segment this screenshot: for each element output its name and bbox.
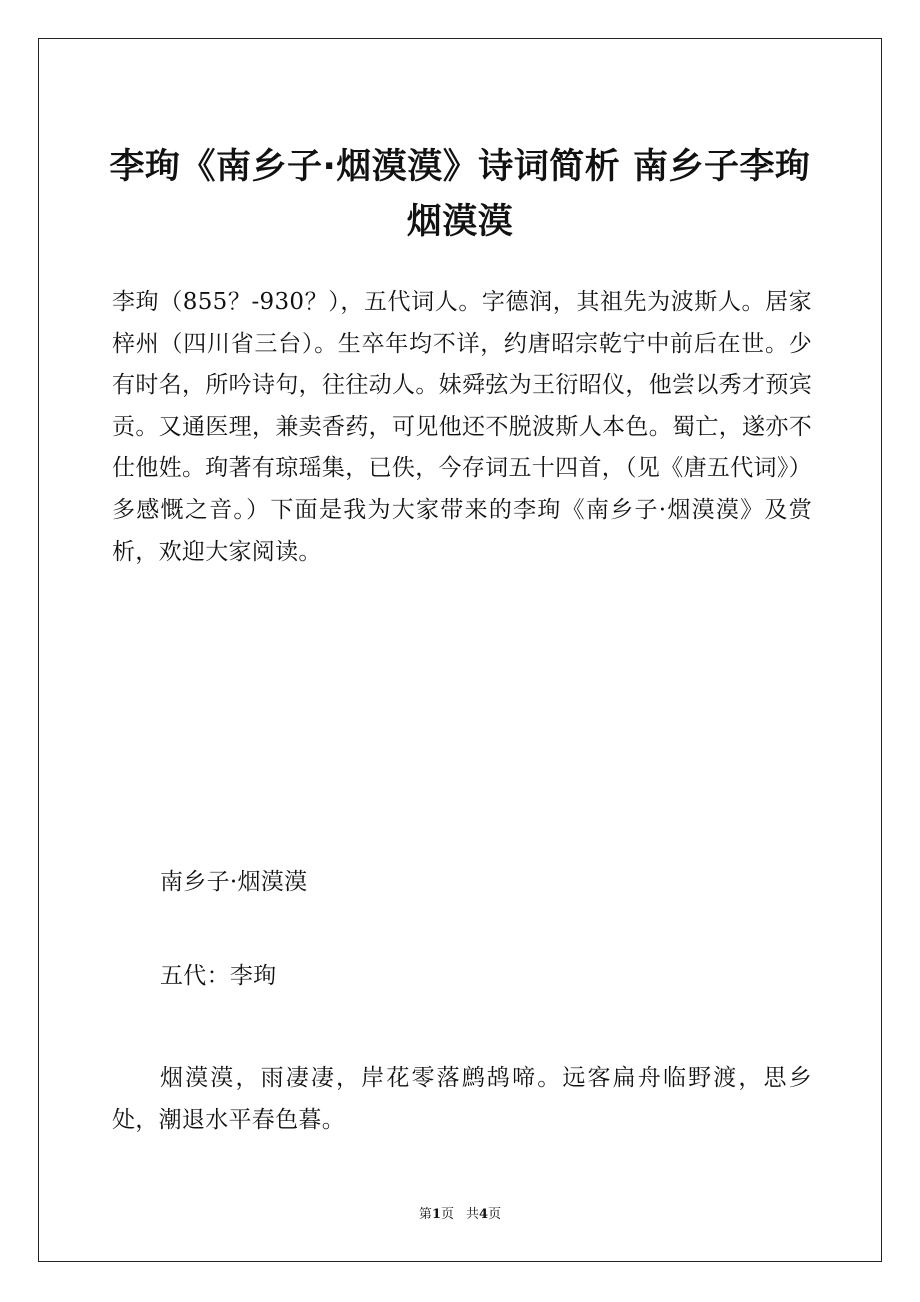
footer-page-unit: 页 bbox=[440, 1207, 454, 1222]
footer-page-prefix: 第 bbox=[418, 1207, 432, 1222]
footer-page-total: 4 bbox=[479, 1207, 489, 1222]
footer-page-current: 1 bbox=[431, 1207, 441, 1222]
page-footer bbox=[0, 1206, 920, 1224]
intro-paragraph: 李珣（855？-930？），五代词人。字德润，其祖先为波斯人。居家梓州（四川省三台）。生卒年均不详，约唐昭宗乾宁中前后在世。少有时名，所吟诗句，往往动人。妹舜弦为王衍昭仪，他尝以秀才预宾贡。又通医理，兼卖香药，可见他还不脱波斯人本色。蜀亡，遂亦不仕他姓。珣著有琼瑶集，已佚，今存词五十四首，（见《唐五代词》）多感慨之音。）下面是我为大家带来的李珣《南乡子·烟漠漠》及赏析，欢迎大家阅读。 bbox=[112, 289, 812, 565]
poem-title: 南乡子·烟漠漠 bbox=[160, 869, 308, 895]
footer-total-unit: 页 bbox=[488, 1207, 502, 1222]
poem-body: 烟漠漠，雨凄凄，岸花零落鹧鸪啼。远客扁舟临野渡，思乡处，潮退水平春色暮。 bbox=[112, 1065, 812, 1133]
poem-author: 五代：李珣 bbox=[160, 963, 277, 989]
document-title: 李珣《南乡子·烟漠漠》诗词简析 南乡子李珣烟漠漠 bbox=[109, 147, 811, 242]
footer-total-prefix: 共 bbox=[466, 1207, 480, 1222]
